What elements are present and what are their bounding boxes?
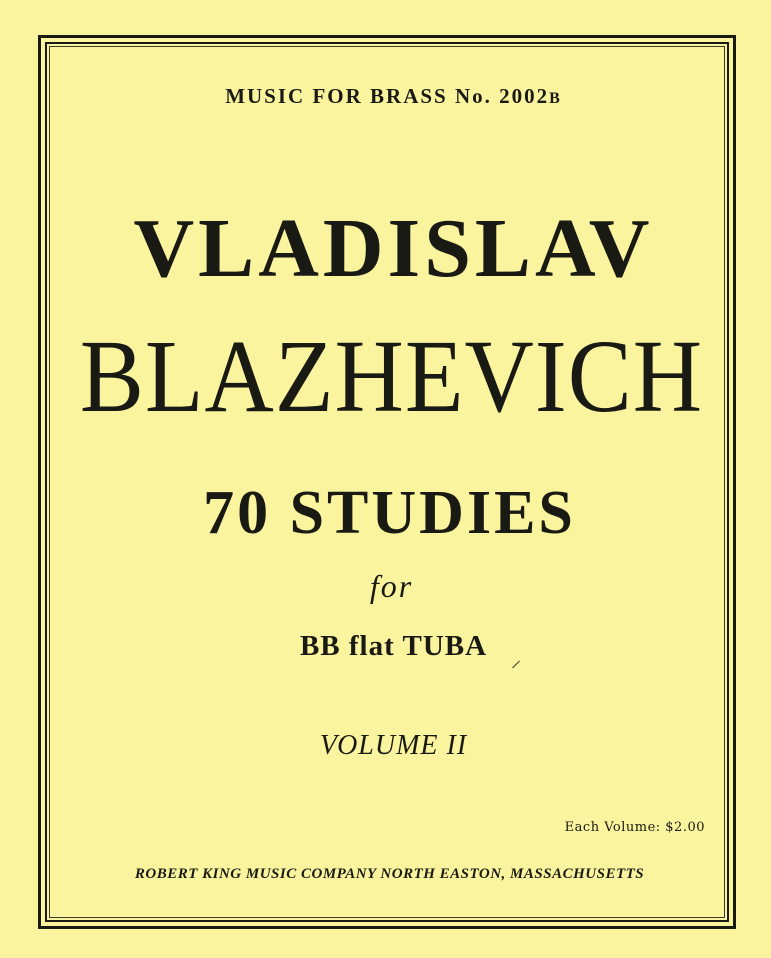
for-label: for <box>369 568 414 604</box>
price-label: Each Volume: $2.00 <box>564 820 705 835</box>
volume-label: VOLUME II <box>319 730 468 761</box>
series-text: MUSIC FOR BRASS No. 2002 <box>225 84 550 108</box>
series-suffix: B <box>549 90 562 107</box>
series-label <box>0 84 771 109</box>
composer-last-name: BLAZHEVICH <box>79 318 704 434</box>
work-title: 70 STUDIES <box>203 479 576 547</box>
instrument-label: BB flat TUBA <box>299 630 488 662</box>
composer-first-name: VLADISLAV <box>133 202 654 295</box>
publisher-line: ROBERT KING MUSIC COMPANY NORTH EASTON, MASSACHUSETTS <box>134 866 645 882</box>
